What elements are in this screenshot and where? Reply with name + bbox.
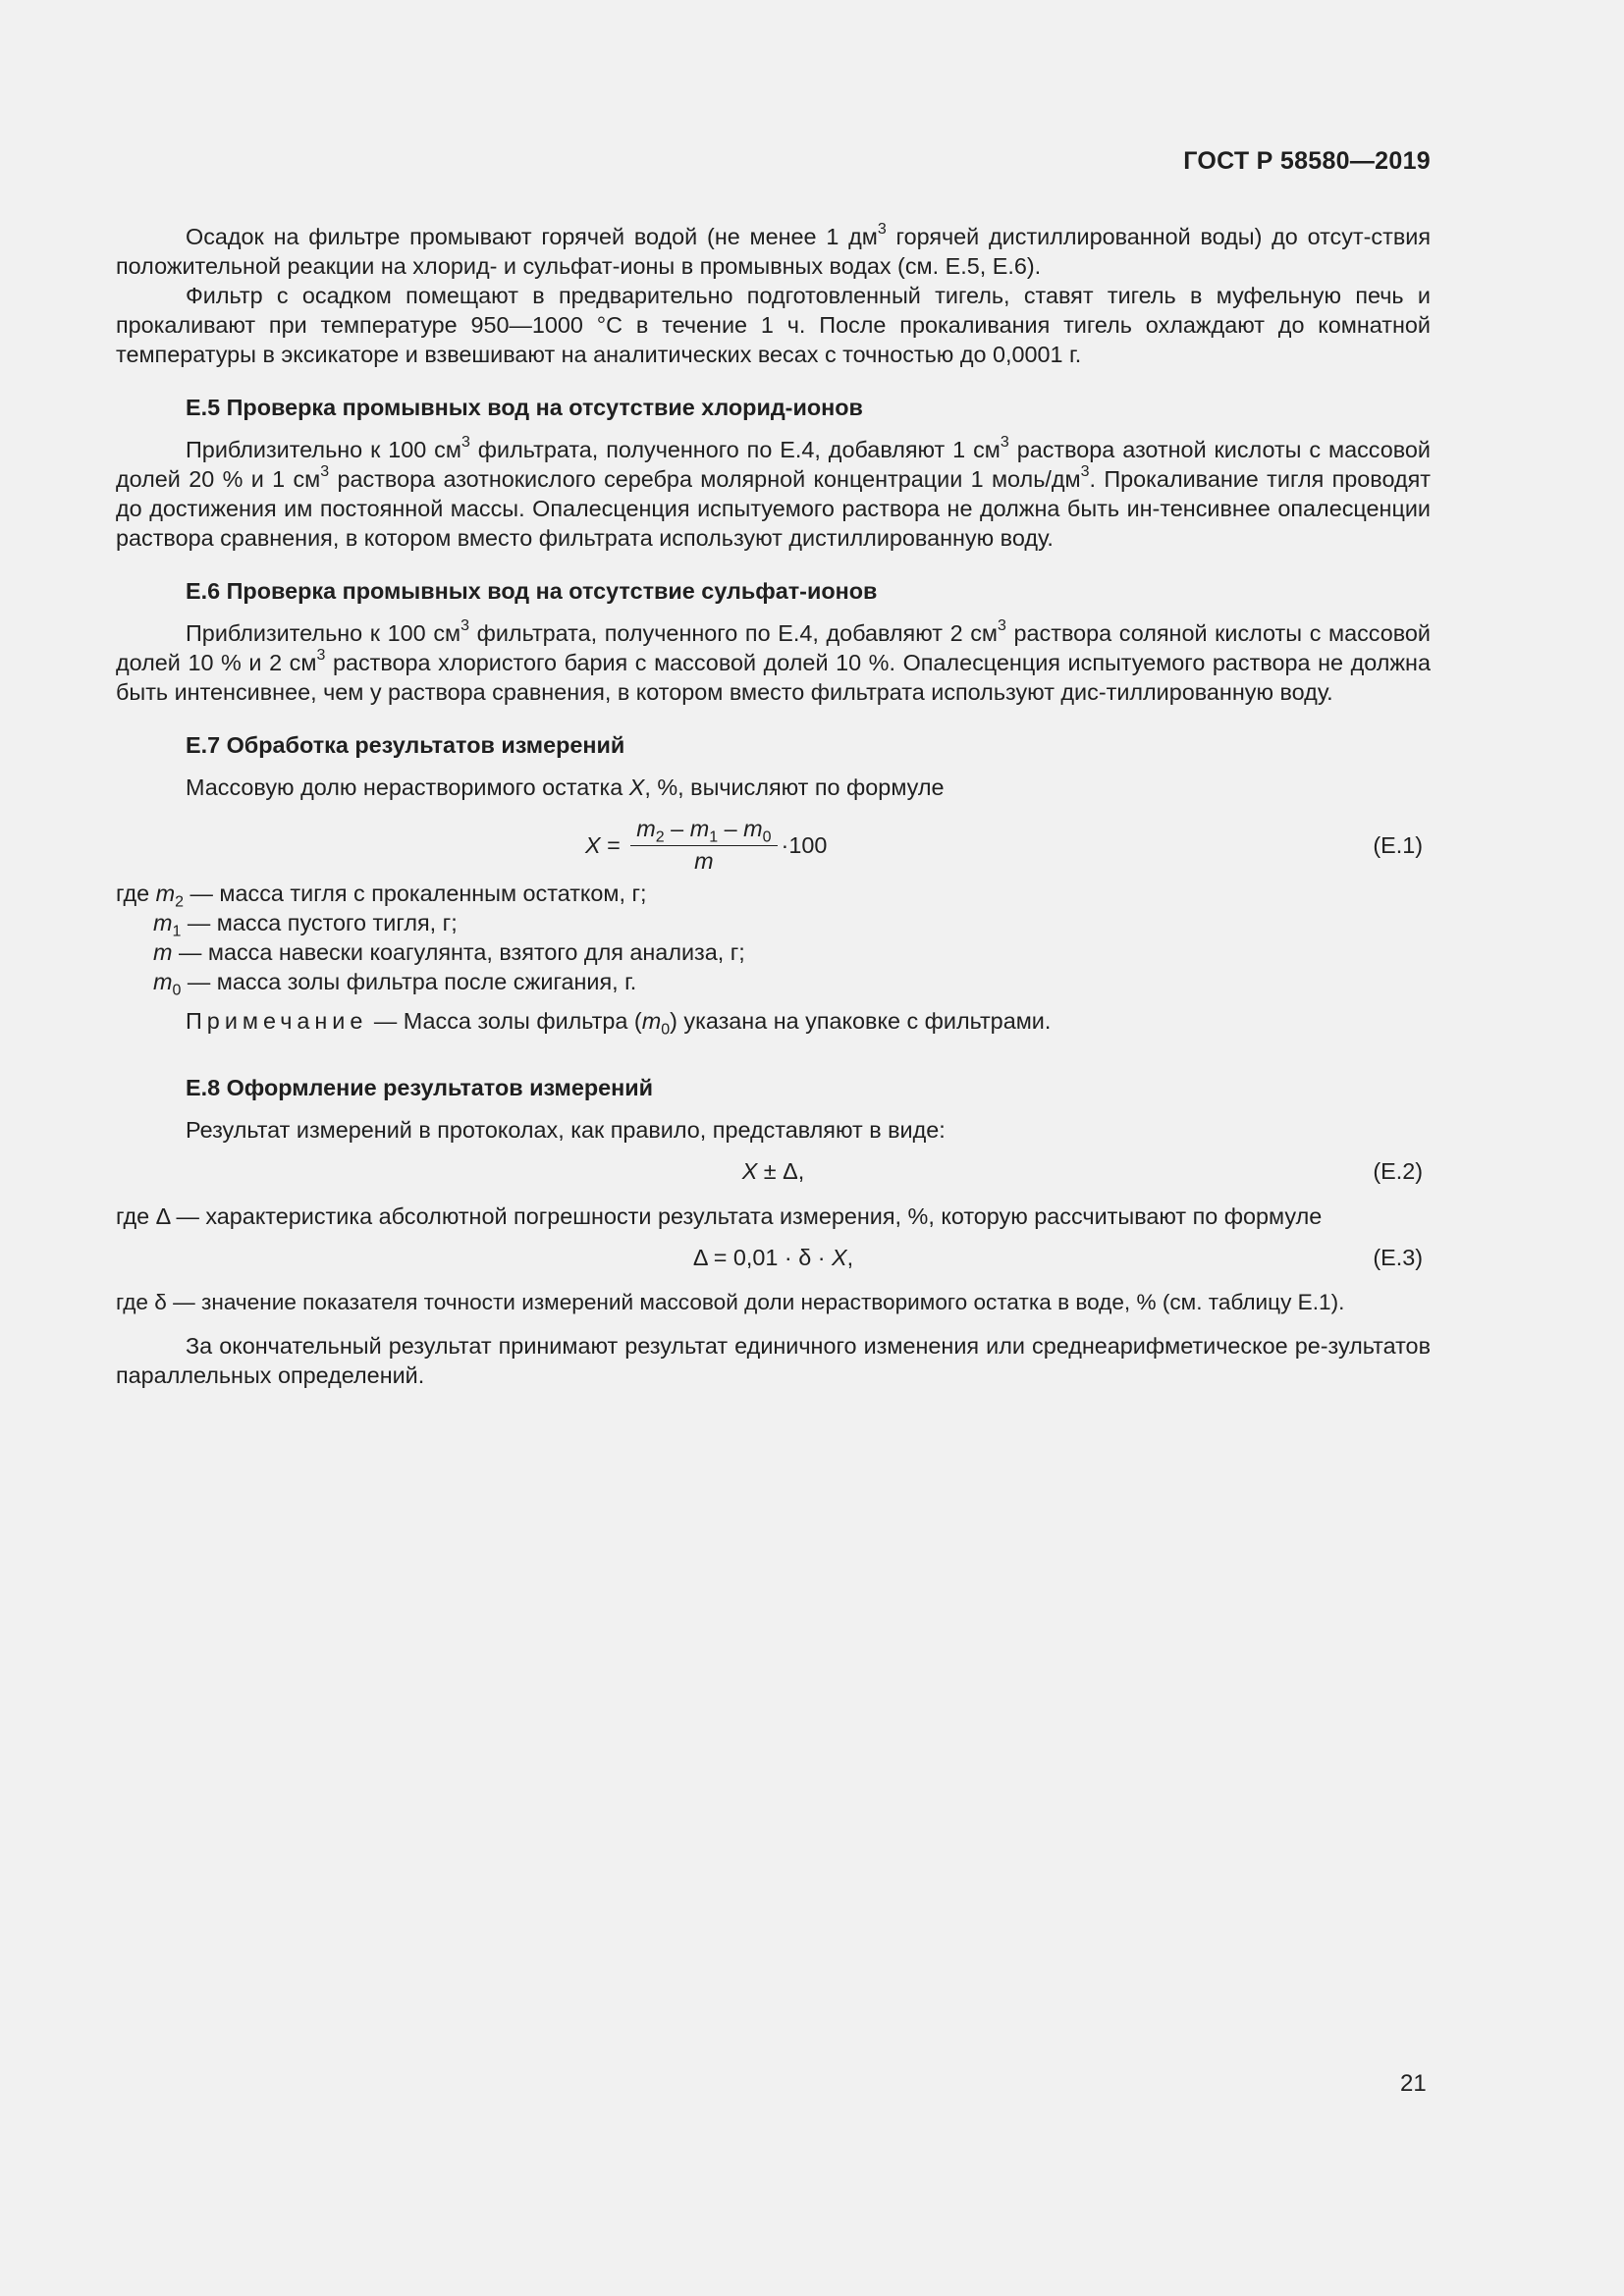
text: Δ = 0,01 · δ ·: [692, 1245, 832, 1270]
section-heading-e7: Е.7 Обработка результатов измерений: [186, 732, 625, 758]
paragraph-e6: [116, 618, 1431, 707]
paragraph-e8-intro: Результат измерений в протоколах, как правило, представляют в виде:: [186, 1117, 946, 1143]
subscript: 2: [655, 828, 665, 846]
section-heading-e8: Е.8 Оформление результатов измерений: [186, 1075, 654, 1100]
document-body: [116, 222, 1431, 1390]
variable: m: [153, 939, 173, 965]
text: — масса навески коагулянта, взятого для анализа, г;: [172, 939, 745, 965]
formula-equals: =: [600, 831, 627, 858]
superscript: 3: [320, 463, 330, 481]
operator: –: [664, 816, 690, 841]
superscript: 3: [877, 221, 887, 239]
text: фильтрата, полученного по Е.4, добавляют 1 см: [469, 437, 1001, 462]
formula-e3: [116, 1245, 1431, 1274]
page-number: 21: [1400, 2070, 1427, 2097]
superscript: 3: [460, 617, 469, 635]
operator: –: [718, 816, 744, 841]
text: ,: [846, 1245, 854, 1270]
where-line-m1: [153, 908, 1431, 940]
subscript: 0: [661, 1021, 671, 1039]
text: горячей дистиллированной воды) до отсут-ствия положительной реакции на хлорид- и сульфат-ионы в промывных водах (см. Е.5, Е.6).: [116, 224, 1431, 279]
text: раствора хлористого бария с массовой долей 10 %. Опалесценция испытуемого раствора не должна быть интенсивнее, чем у раствора сравнения, в котором вместо фильтрата используют дис-тиллированную воду.: [116, 650, 1431, 705]
subscript: 0: [172, 982, 182, 999]
text: — Масса золы фильтра (: [367, 1008, 642, 1034]
text: раствора азотнокислого серебра молярной концентрации 1 моль/дм: [329, 466, 1081, 492]
superscript: 3: [1080, 463, 1090, 481]
text: ) указана на упаковке с фильтрами.: [670, 1008, 1052, 1034]
superscript: 3: [1000, 434, 1009, 452]
section-heading-e6: Е.6 Проверка промывных вод на отсутствие сульфат-ионов: [186, 578, 878, 604]
variable: X: [832, 1245, 847, 1270]
text: раствора азотной кислоты с массовой долей 20 % и 1 см: [116, 437, 1431, 492]
paragraph-e7-intro: [116, 773, 1431, 802]
paragraph-delta-definition: где Δ — характеристика абсолютной погрешности результата измерения, %, которую рассчитывают по формуле: [116, 1203, 1323, 1229]
text: где: [116, 881, 156, 906]
formula-multiplier: ·100: [781, 831, 828, 858]
variable: m: [153, 969, 173, 994]
superscript: 3: [316, 647, 326, 665]
superscript: 3: [460, 434, 470, 452]
variable: m: [155, 881, 176, 906]
formula-fraction: [630, 816, 777, 875]
variable: m: [689, 816, 710, 841]
text: . Прокаливание тигля проводят до достижения им постоянной массы. Опалесценция испытуемого раствора не должна быть ин-тенсивнее опалесценции раствора сравнения, в котором вместо фильтрата используют дистиллированную воду.: [116, 466, 1431, 551]
text: Осадок на фильтре промывают горячей водой (не менее 1 дм: [186, 224, 878, 249]
superscript: 3: [997, 617, 1006, 635]
paragraph-precision-definition: где δ — значение показателя точности измерений массовой доли нерастворимого остатка в воде, % (см. таблицу Е.1).: [116, 1290, 1345, 1314]
equation-number: (Е.3): [1373, 1245, 1423, 1270]
equation-number: (Е.2): [1373, 1158, 1423, 1184]
text: Приблизительно к 100 см: [186, 620, 461, 646]
variable: m: [636, 816, 656, 841]
subscript: 2: [175, 893, 185, 911]
variable: X: [628, 774, 645, 800]
text: — масса золы фильтра после сжигания, г.: [181, 969, 637, 994]
fraction-numerator: [630, 816, 777, 846]
formula-e1: [116, 816, 1431, 879]
text: — масса пустого тигля, г;: [181, 910, 458, 935]
paragraph-e5: [116, 435, 1431, 553]
text: Массовую долю нерастворимого остатка: [186, 774, 629, 800]
formula-expression: [116, 1158, 1431, 1185]
formula-lhs: X: [585, 831, 601, 858]
formula-expression: [116, 1245, 1431, 1271]
where-line-m0: [153, 967, 1431, 999]
equation-number: (Е.1): [1373, 832, 1423, 858]
fraction-denominator: m: [694, 848, 714, 874]
text: , %, вычисляют по формуле: [644, 774, 945, 800]
text: — масса тигля с прокаленным остатком, г;: [184, 881, 647, 906]
variable: m: [641, 1008, 662, 1034]
paragraph-wash: [116, 222, 1431, 281]
text: Приблизительно к 100 см: [186, 437, 461, 462]
variable: m: [153, 910, 173, 935]
formula-e2: [116, 1158, 1431, 1188]
subscript: 0: [762, 828, 772, 846]
subscript: 1: [709, 828, 719, 846]
section-heading-e5: Е.5 Проверка промывных вод на отсутствие хлорид-ионов: [186, 395, 863, 420]
variable: X: [741, 1158, 758, 1184]
document-code: ГОСТ Р 58580—2019: [1183, 147, 1431, 175]
where-line-m: [153, 937, 1431, 967]
variable: m: [743, 816, 763, 841]
note: [186, 1006, 1431, 1039]
paragraph-final-result: За окончательный результат принимают результат единичного изменения или среднеарифметическое ре-зультатов параллельных определений.: [116, 1333, 1431, 1388]
text: ± Δ,: [757, 1158, 805, 1184]
formula-expression: [585, 816, 827, 875]
where-line-m2: [116, 879, 1431, 911]
note-label: Примечание: [186, 1008, 368, 1034]
paragraph-calcination: Фильтр с осадком помещают в предварительно подготовленный тигель, ставят тигель в муфельную печь и прокаливают при температуре 950—1000 °С в течение 1 ч. После прокаливания тигель охлаждают до комнатной температуры в эксикаторе и взвешивают на аналитических весах с точностью до 0,0001 г.: [116, 283, 1431, 367]
text: фильтрата, полученного по Е.4, добавляют 2 см: [469, 620, 998, 646]
subscript: 1: [172, 923, 182, 940]
text: раствора соляной кислоты с массовой долей 10 % и 2 см: [116, 620, 1431, 675]
